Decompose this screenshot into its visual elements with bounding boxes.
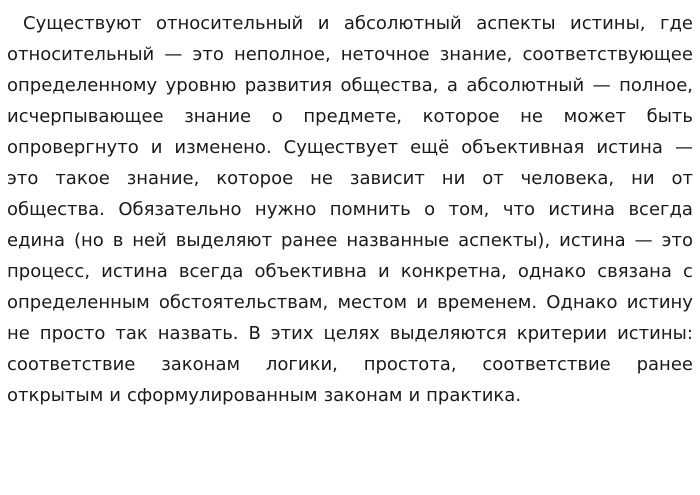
word: абсолютный bbox=[466, 75, 585, 96]
word: Обязательно bbox=[118, 199, 242, 220]
word: истину bbox=[626, 292, 693, 313]
word: такое bbox=[55, 168, 110, 189]
word: ранее bbox=[636, 354, 693, 375]
word: истина bbox=[559, 230, 626, 251]
word: ни bbox=[441, 168, 466, 189]
word: общества, bbox=[340, 75, 439, 96]
word: процесс, bbox=[7, 261, 91, 282]
word: знание, bbox=[439, 44, 513, 65]
word: знание, bbox=[126, 168, 200, 189]
word: не bbox=[7, 323, 30, 344]
word: о bbox=[271, 106, 283, 127]
word: соответствие bbox=[482, 354, 611, 375]
paragraph-line bbox=[7, 101, 693, 132]
word: соответствие bbox=[7, 354, 136, 375]
paragraph-line bbox=[7, 132, 693, 163]
word: объективная bbox=[461, 137, 585, 158]
paragraph-line bbox=[7, 8, 693, 39]
word: от bbox=[482, 168, 504, 189]
word: не bbox=[520, 106, 543, 127]
paragraph-line bbox=[7, 163, 693, 194]
word: и bbox=[150, 137, 163, 158]
word: от bbox=[671, 168, 693, 189]
word: истина bbox=[548, 199, 615, 220]
word: — bbox=[674, 137, 693, 158]
word: и bbox=[408, 385, 421, 406]
paragraph-line bbox=[7, 39, 693, 70]
word: предмете, bbox=[303, 106, 403, 127]
word: определенным bbox=[7, 292, 150, 313]
word: этих bbox=[270, 323, 314, 344]
word: так bbox=[115, 323, 148, 344]
word: исчерпывающее bbox=[7, 106, 164, 127]
paragraph bbox=[7, 8, 693, 411]
word: развития bbox=[244, 75, 333, 96]
paragraph-line bbox=[7, 287, 693, 318]
word: простота, bbox=[363, 354, 457, 375]
word: что bbox=[502, 199, 535, 220]
word: ранее bbox=[281, 230, 338, 251]
word: человека, bbox=[520, 168, 615, 189]
word: логики, bbox=[265, 354, 338, 375]
word: соответствующее bbox=[522, 44, 693, 65]
word: аспекты bbox=[476, 13, 556, 34]
word: быть bbox=[646, 106, 693, 127]
word: и bbox=[109, 385, 121, 406]
word: это bbox=[192, 44, 224, 65]
paragraph-line bbox=[7, 194, 693, 225]
word: выделяют bbox=[175, 230, 273, 251]
paragraph-line bbox=[7, 70, 693, 101]
word: с bbox=[683, 261, 693, 282]
word: это bbox=[7, 168, 39, 189]
word: — bbox=[164, 44, 183, 65]
word: — bbox=[634, 230, 653, 251]
word: критерии bbox=[516, 323, 608, 344]
word: уровню bbox=[165, 75, 237, 96]
word: Существует bbox=[283, 137, 399, 158]
word: открытым bbox=[7, 385, 104, 406]
word: которое bbox=[422, 106, 500, 127]
word: ней bbox=[132, 230, 167, 251]
word: всегда bbox=[178, 261, 244, 282]
word: которое bbox=[216, 168, 294, 189]
word: законам bbox=[161, 354, 241, 375]
word: неполное, bbox=[233, 44, 331, 65]
word: истины: bbox=[617, 323, 693, 344]
word: ещё bbox=[410, 137, 450, 158]
word: полное, bbox=[619, 75, 693, 96]
paragraph-line bbox=[7, 318, 693, 349]
word: зависит bbox=[349, 168, 425, 189]
word: законам bbox=[323, 385, 403, 406]
paragraph-line bbox=[7, 349, 693, 380]
word: в bbox=[112, 230, 124, 251]
word: том, bbox=[448, 199, 490, 220]
word: целях bbox=[323, 323, 380, 344]
paragraph-line bbox=[7, 256, 693, 287]
word: абсолютный bbox=[343, 13, 462, 34]
word: однако bbox=[517, 261, 587, 282]
word: относительный bbox=[7, 44, 155, 65]
word: связана bbox=[597, 261, 672, 282]
paragraph-line bbox=[7, 380, 693, 411]
word: о bbox=[424, 199, 436, 220]
word: — bbox=[592, 75, 611, 96]
word: местом bbox=[337, 292, 408, 313]
word: временем. bbox=[437, 292, 538, 313]
word: истина bbox=[101, 261, 168, 282]
word: изменено. bbox=[174, 137, 272, 158]
word: а bbox=[446, 75, 458, 96]
word: обстоятельствам, bbox=[158, 292, 329, 313]
word: объективна bbox=[254, 261, 367, 282]
word: общества. bbox=[7, 199, 105, 220]
word: аспекты), bbox=[458, 230, 551, 251]
word: сформулированным bbox=[127, 385, 318, 406]
word: названные bbox=[346, 230, 450, 251]
word: истина bbox=[596, 137, 663, 158]
word: (но bbox=[73, 230, 104, 251]
word: Существуют bbox=[23, 13, 142, 34]
word: не bbox=[310, 168, 333, 189]
word: выделяются bbox=[389, 323, 507, 344]
word: может bbox=[563, 106, 626, 127]
word: относительный bbox=[156, 13, 304, 34]
word: где bbox=[659, 13, 693, 34]
word: и bbox=[377, 261, 390, 282]
word: нужно bbox=[254, 199, 317, 220]
word: ни bbox=[631, 168, 655, 189]
document-page bbox=[7, 8, 693, 411]
word: неточное bbox=[340, 44, 430, 65]
word: конкретна, bbox=[400, 261, 507, 282]
word: назвать. bbox=[157, 323, 239, 344]
word: знание bbox=[184, 106, 252, 127]
paragraph-line bbox=[7, 225, 693, 256]
word: Однако bbox=[546, 292, 618, 313]
word: это bbox=[661, 230, 693, 251]
word: и bbox=[317, 13, 330, 34]
word: помнить bbox=[329, 199, 411, 220]
word: опровергнуто bbox=[7, 137, 139, 158]
word: просто bbox=[39, 323, 106, 344]
word: истины, bbox=[570, 13, 646, 34]
word: определенному bbox=[7, 75, 158, 96]
word: всегда bbox=[628, 199, 693, 220]
word: практика. bbox=[426, 385, 522, 406]
word: едина bbox=[7, 230, 66, 251]
word: и bbox=[416, 292, 428, 313]
word: В bbox=[248, 323, 261, 344]
